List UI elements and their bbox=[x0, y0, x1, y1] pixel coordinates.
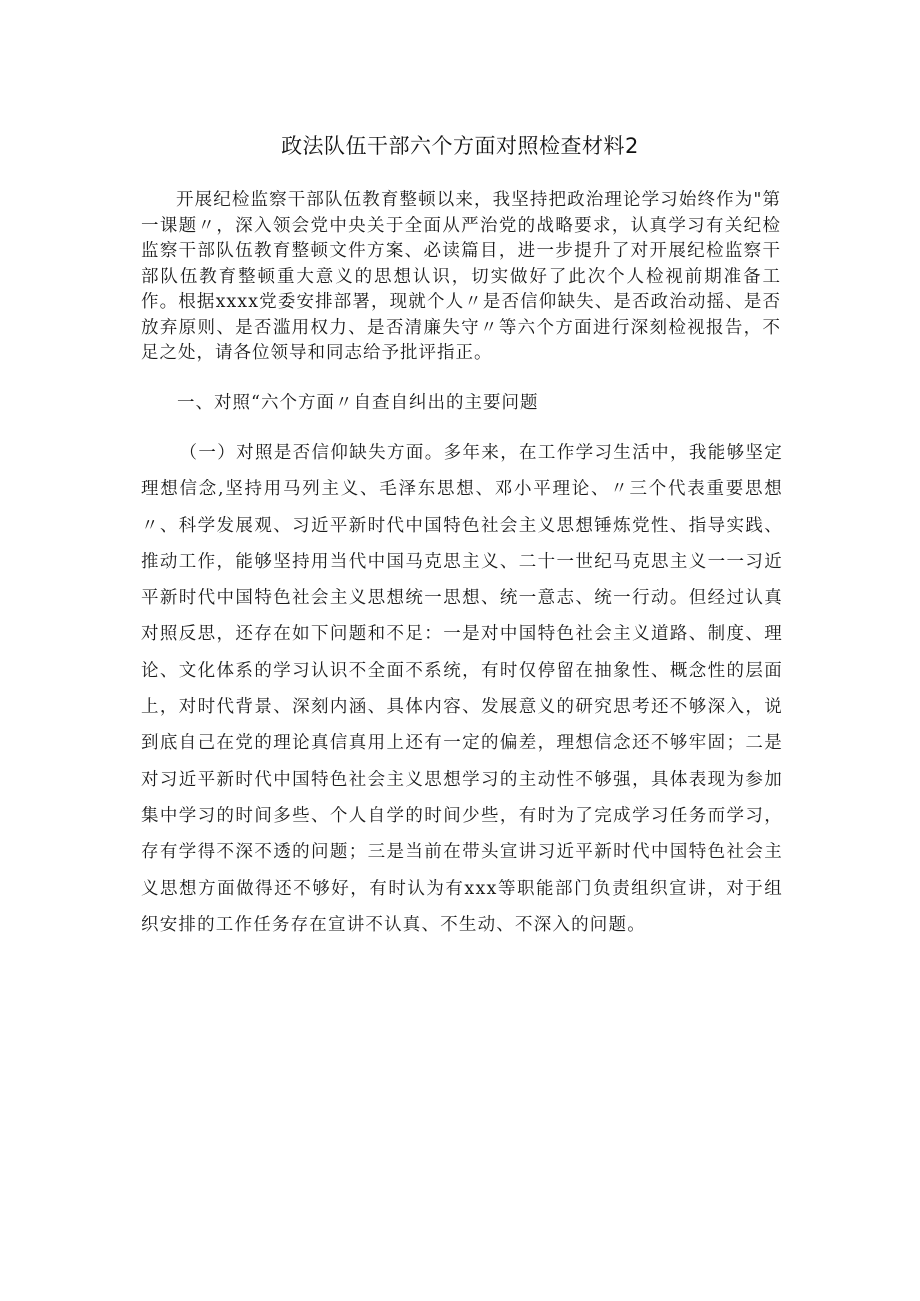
document-title: 政法队伍干部六个方面对照检查材料2 bbox=[281, 134, 639, 158]
section-heading: 一、对照“六个方面〃自查自纠出的主要问题 bbox=[177, 393, 539, 413]
subsection-paragraph: （一）对照是否信仰缺失方面。多年来，在工作学习生活中，我能够坚定理想信念,坚持用马列主义、毛泽东思想、邓小平理论、〃三个代表重要思想〃、科学发展观、习近平新时代中国特色社会主义思想锤炼党性、指导实践、推动工作，能够坚持用当代中国马克思主义、二十一世纪马克思主义一一习近平新时代中国特色社会主义思想统一思想、统一意志、统一行动。但经过认真对照反思，还存在如下问题和不足：一是对中国特色社会主义道路、制度、理论、文化体系的学习认识不全面不系统，有时仅停留在抽象性、概念性的层面上，对时代背景、深刻内涵、具体内容、发展意义的研究思考还不够深入，说到底自己在党的理论真信真用上还有一定的偏差，理想信念还不够牢固；二是对习近平新时代中国特色社会主义思想学习的主动性不够强，具体表现为参加集中学习的时间多些、个人自学的时间少些，有时为了完成学习任务而学习，存有学得不深不透的问题；三是当前在带头宣讲习近平新时代中国特色社会主义思想方面做得还不够好，有时认为有xxx等职能部门负责组织宣讲，对于组织安排的工作任务存在宣讲不认真、不生动、不深入的问题。 bbox=[141, 443, 783, 935]
intro-paragraph: 开展纪检监察干部队伍教育整顿以来，我坚持把政治理论学习始终作为"第一课题〃，深入领会党中央关于全面从严治党的战略要求，认真学习有关纪检监察干部队伍教育整顿文件方案、必读篇目，进一步提升了对开展纪检监察干部队伍教育整顿重大意义的思想认识，切实做好了此次个人检视前期准备工作。根据xxxx党委安排部署，现就个人〃是否信仰缺失、是否政治动摇、是否放弃原则、是否滥用权力、是否清廉失守〃等六个方面进行深刻检视报告，不足之处，请各位领导和同志给予批评指正。 bbox=[141, 190, 781, 363]
